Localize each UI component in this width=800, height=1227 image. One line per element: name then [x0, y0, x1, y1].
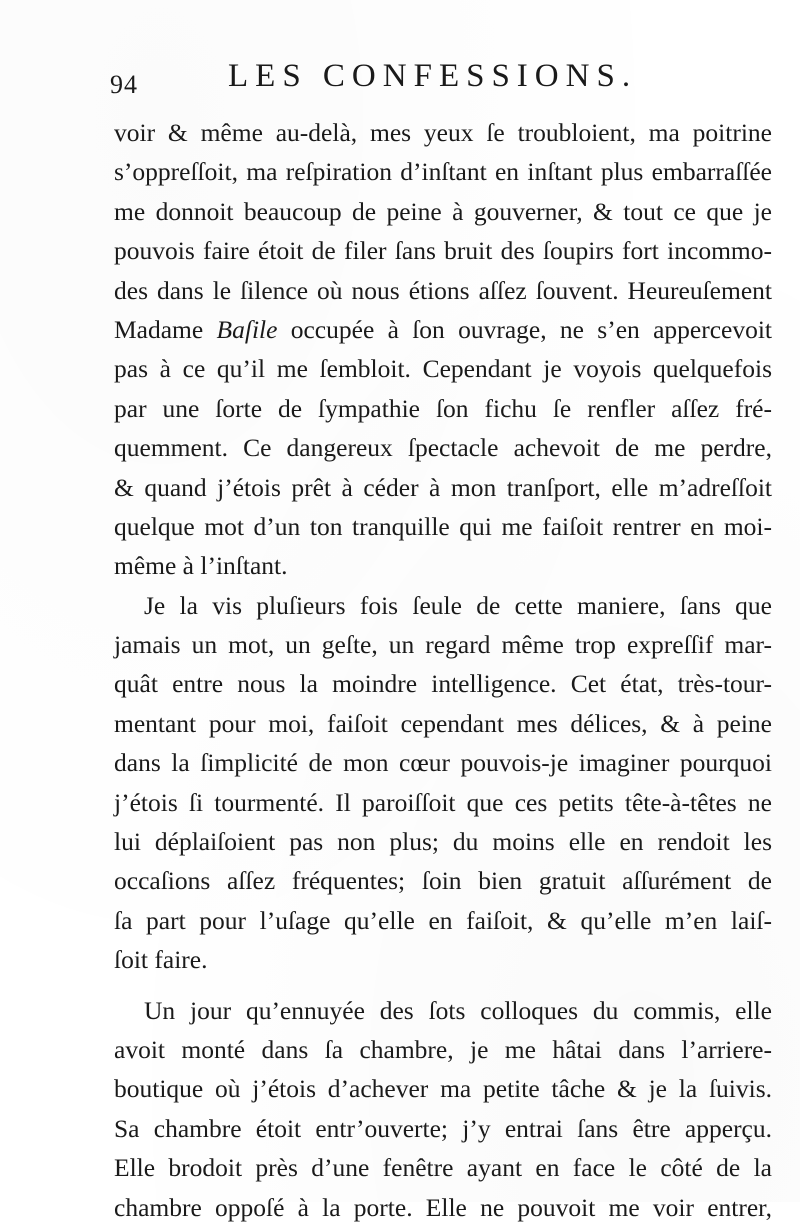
text-line: quelque mot d’un ton tranquille qui me faiſoit rentrer en moi- — [114, 511, 772, 541]
text-line: jamais un mot, un geſte, un regard même trop expreſſif mar- — [114, 630, 772, 660]
text-line: Sa chambre étoit entr’ouverte; j’y entrai ſans être apperçu. — [114, 1113, 772, 1143]
text-line: quât entre nous la moindre intelligence. Cet état, très-tour- — [114, 669, 772, 699]
text-line: ſa part pour l’uſage qu’elle en faiſoit, & qu’elle m’en laiſ- — [114, 905, 772, 935]
text-line: Je la vis pluſieurs fois ſeule de cette maniere, ſans que — [144, 590, 772, 620]
text-line: mentant pour moi, faiſoit cependant mes délices, & à peine — [114, 708, 772, 738]
text-line: Elle brodoit près d’une fenêtre ayant en face le côté de la — [114, 1153, 772, 1183]
text-line: par une ſorte de ſympathie ſon fichu ſe renfler aſſez fré- — [114, 393, 772, 423]
text-segment: occupée à ſon ouvrage, ne s’en appercevoit — [277, 314, 772, 344]
running-head — [110, 58, 750, 108]
running-title: LES CONFESSIONS. — [228, 58, 638, 94]
text-line: & quand j’étois prêt à céder à mon tranſport, elle m’adreſſoit — [114, 472, 772, 502]
text-line: occaſions aſſez fréquentes; ſoin bien gratuit aſſurément de — [114, 866, 772, 896]
text-line: même à l’inſtant. — [114, 551, 288, 581]
text-line: lui déplaiſoient pas non plus; du moins elle en rendoit les — [114, 827, 772, 857]
text-line: ſoit faire. — [114, 945, 208, 975]
text-line: avoit monté dans ſa chambre, je me hâtai dans l’arriere- — [114, 1034, 772, 1064]
text-line: me donnoit beaucoup de peine à gouverner, & tout ce que je — [114, 196, 772, 226]
text-line: voir & même au-delà, mes yeux ſe troubloient, ma poitrine — [114, 118, 772, 147]
text-line: des dans le ſilence où nous étions aſſez ſouvent. Heureuſement — [114, 275, 772, 305]
text-line: pas à ce qu’il me ſembloit. Cependant je voyois quelquefois — [114, 354, 772, 384]
text-line — [114, 310, 772, 349]
text-line: quemment. Ce dangereux ſpectacle achevoit de me perdre, — [114, 433, 772, 463]
text-line: j’étois ſi tourmenté. Il paroiſſoit que ces petits tête-à-têtes ne — [114, 787, 772, 817]
body-text — [114, 113, 772, 1227]
text-line: Un jour qu’ennuyée des ſots colloques du commis, elle — [144, 995, 772, 1025]
page-number: 94 — [110, 70, 138, 99]
italic-name: Baſile — [216, 314, 278, 344]
paragraph-gap — [114, 980, 772, 991]
text-segment: Madame — [114, 314, 217, 344]
text-line: boutique où j’étois d’achever ma petite tâche & je la ſuivis. — [114, 1074, 772, 1104]
text-line: s’oppreſſoit, ma reſpiration d’inſtant en inſtant plus embarraſſée — [114, 157, 772, 187]
text-line: chambre oppoſé à la porte. Elle ne pouvoit me voir entrer, — [114, 1192, 772, 1222]
text-line: dans la ſimplicité de mon cœur pouvois-je imaginer pourquoi — [114, 748, 772, 778]
text-line: pouvois faire étoit de filer ſans bruit des ſoupirs fort incommo- — [114, 236, 772, 266]
